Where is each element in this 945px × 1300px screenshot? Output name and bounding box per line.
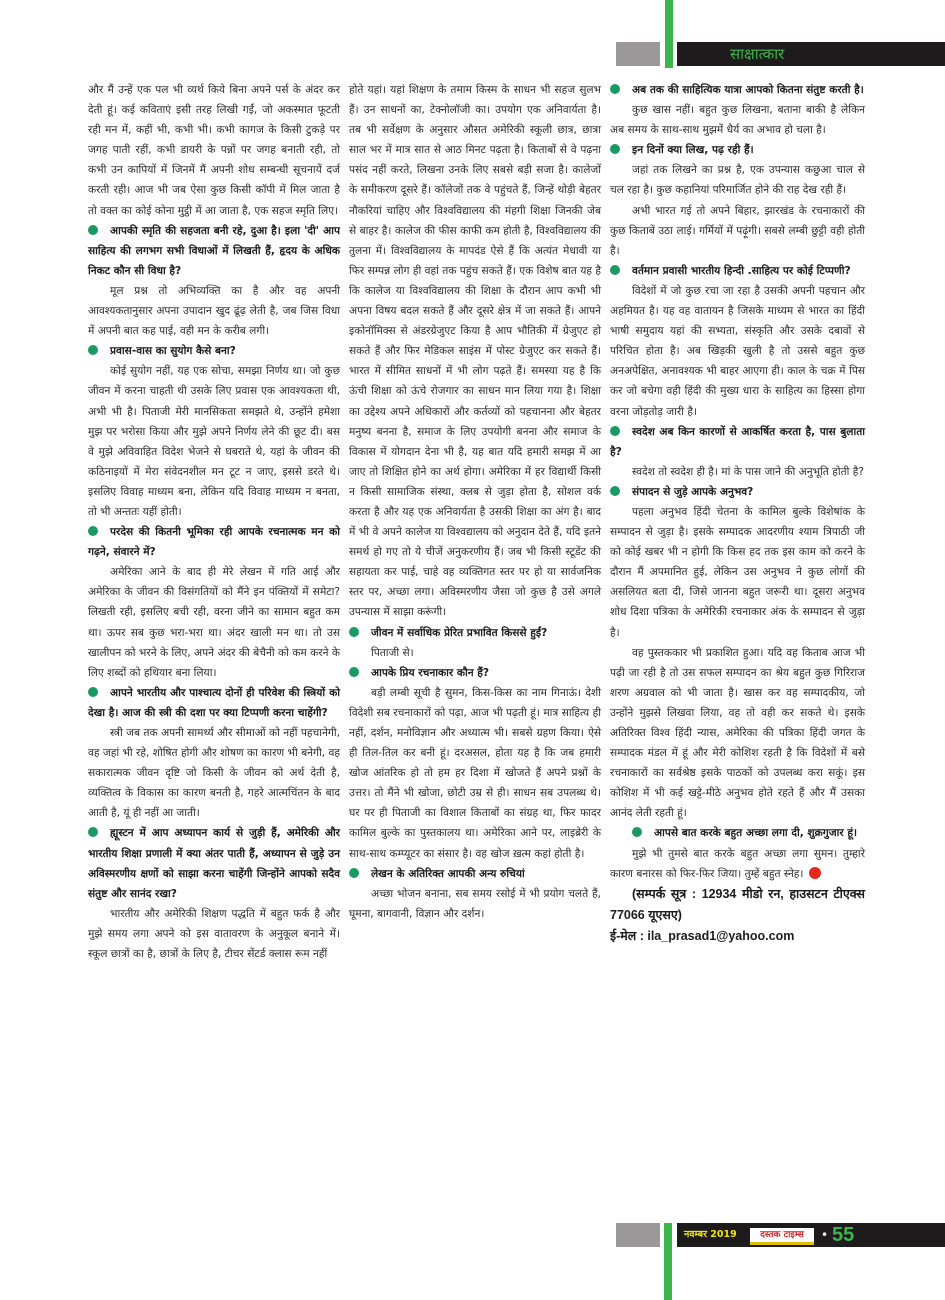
answer-paragraph <box>349 643 601 663</box>
bullet-icon <box>349 667 359 677</box>
paragraph-text: विदेशों में जो कुछ रचा जा रहा है उसकी अपनी पहचान और अहमियत है। यह वह वातायन है जिसके माध्यम से भारत का हिंदी भाषी समुदाय यहां की सभ्यता, संस्कृति और उसके दबावों से परिचित होता है। अब खिड़की खुली है तो उससे बहुत कुछ अनअपेक्षित, अनावश्यक भी बाहर आएगा ही। काल के चक्र में पिस कर जो बचेगा वही हिंदी की मुख्य धारा के साहित्य का हिस्सा होगा वरना जोड़तोड़ जारी है। <box>610 284 865 418</box>
answer-paragraph <box>610 100 865 140</box>
interview-question <box>88 341 340 361</box>
bullet-icon <box>610 265 620 275</box>
header-grey-block <box>616 42 660 66</box>
paragraph-text: अभी भारत गई तो अपने बिहार, झारखंड के रचनाकारों की कुछ किताबें उठा लाई। गर्मियों में पढ़ूंगी। सबसे लम्बी छुट्टी वही होती है। <box>610 204 865 257</box>
answer-paragraph <box>88 723 340 823</box>
bullet-icon <box>610 144 620 154</box>
interview-question <box>610 823 865 843</box>
header-black-bar <box>677 42 945 66</box>
interview-question <box>610 261 865 281</box>
paragraph-text: वह पुस्तककार भी प्रकाशित हुआ। यदि वह किताब आज भी पढ़ी जा रही है तो उस सफल सम्पादन का श्रेय बहुत कुछ गिरिराज शरण अग्रवाल को भी जाता है। खास कर वह सम्पादकीय, जो उन्होंने मुझसे लिखवा लिया, वह तो वही कर सकते थे। इसके अतिरिक्त विश्व हिंदी न्यास, अमेरिका की पत्रिका हिंदी जगत के सम्पादक मंडल में हूं और मेरी कोशिश रहती है कि विदेशों में बसे रचनाकारों का सर्वश्रेष्ठ इसके पाठकों को उपलब्ध करा सकूं। इस कोशिश में भी कई खट्टे-मीठे अनुभव होते रहते हैं और मैं उसका आनंद लेती रहती हूं। <box>610 646 865 820</box>
question-text: परदेस की कितनी भूमिका रही आपके रचनात्मक मन को गढ़ने, संवारने में? <box>88 526 340 559</box>
answer-paragraph <box>349 884 601 924</box>
question-text: वर्तमान प्रवासी भारतीय हिन्दी .साहित्य पर कोई टिप्पणी? <box>632 264 851 277</box>
bullet-icon <box>88 345 98 355</box>
contact-info: ई-मेल : ila_prasad1@yahoo.com <box>610 928 795 943</box>
header-green-stripe <box>665 0 673 68</box>
question-text: जीवन में सर्वाधिक प्रेरित प्रभावित किससे हुईं? <box>371 626 548 639</box>
paragraph-text: स्त्री जब तक अपनी सामर्थ्य और सीमाओं को नहीं पहचानेगी, वह जहां भी रहे, शोषित होगी और शोषण का कारण भी बनेगी, वह सकारात्मक जीवन दृष्टि जो किसी के जीवन को अर्थ देती है, व्यक्तित्व के विकास का कारण बनती है, गहरे आत्मचिंतन के बाद आती है, यूं ही नहीं आ जाती। <box>88 727 340 820</box>
paragraph-text: कोई सुयोग नहीं, यह एक सोचा, समझा निर्णय था। जो कुछ जीवन में करना चाहती थी उसके लिए प्रवास एक आवश्यकता थी, अभी भी है। पिताजी मेरी मानसिकता समझते थे, उन्होंने हमेशा मुझ पर भरोसा किया और मुझे अपने निर्णय लेने की छूट दी। बस वे मुझे अविवाहित विदेश भेजने से घबराते थे, यहां के जीवन की कठिनाइयों में मेरा संवेदनशील मन टूट न जाए, इससे डरते थे। इसलिए विवाह माध्यम बना, लेकिन यदि विवाह माध्यम न बनता, तो भी अन्ततः यहीं होती। <box>88 365 340 518</box>
answer-paragraph <box>88 281 340 341</box>
paragraph-text: मुझे भी तुमसे बात करके बहुत अच्छा लगा सुमन। तुम्हारे कारण बनारस को फिर-फिर जिया। तुम्हें बहुत स्नेह। <box>610 847 865 880</box>
bullet-icon <box>88 827 98 837</box>
question-text: आपसे बात करके बहुत अच्छा लगा दी, शुक्रगुजार हूं। <box>654 827 857 840</box>
interview-question <box>610 482 865 502</box>
paragraph-text: और मैं उन्हें एक पल भी व्यर्थ किये बिना अपने पर्स के अंदर कर देती हूं। कई कविताएं इसी तरह लिखी गईं, जो अकस्मात फूटती रही मन में, कहीं भी, कभी भी। कभी कागज के किसी टुकड़े पर जगह पाती रहीं, कभी डायरी के पन्नों पर जगह बनाती रही, तो कभी उन कापियों में जिनमें मैं अपनी शोध सम्बन्धी सूचनायें दर्ज करती रही। आज भी जब ऐसा कुछ किसी कॉपी में मिल जाता है तो वक्त का कोई कोना मुट्ठी में आ जाता है, एक सहज स्मृति लिए। <box>88 84 340 217</box>
question-text: प्रवास-वास का सुयोग कैसे बना? <box>110 345 236 358</box>
issue-date: नवम्बर 2019 <box>684 1229 737 1240</box>
question-text: स्वदेश अब किन कारणों से आकर्षित करता है, पास बुलाता है? <box>610 425 865 458</box>
answer-paragraph <box>88 904 340 964</box>
bullet-icon <box>632 827 642 837</box>
paragraph-text: स्वदेश तो स्वदेश ही है। मां के पास जाने की अनुभूति होती है? <box>632 465 864 478</box>
answer-paragraph <box>610 643 865 824</box>
interview-question <box>88 221 340 281</box>
answer-paragraph <box>349 80 601 623</box>
section-title: साक्षात्कार <box>730 45 785 63</box>
footer-green-stripe <box>664 1223 672 1300</box>
answer-paragraph <box>610 160 865 200</box>
paragraph-text: जहां तक लिखने का प्रश्न है, एक उपन्यास कछुआ चाल से चल रहा है। कुछ कहानियां परिमार्जित होने की राह देख रही हैं। <box>610 164 865 197</box>
interview-question <box>88 522 340 562</box>
answer-paragraph <box>610 502 865 643</box>
interview-question <box>610 80 865 100</box>
contact-info: (सम्पर्क सूत्र : 12934 मीडो रन, हाउसटन टीएक्स 77066 यूएसए) <box>610 886 865 922</box>
interview-question <box>349 623 601 643</box>
interview-question <box>349 864 601 884</box>
interview-question <box>88 683 340 723</box>
paragraph-text: होते यहां। यहां शिक्षण के तमाम किस्म के साधन भी सहज सुलभ हैं। उन साधनों का, टेक्नोलॉजी का। उपयोग एक अनिवार्यता है। तब भी सर्वेक्षण के अनुसार औसत अमेरिकी स्कूली छात्र, छात्रा साल भर में मात्र सात से आठ मिनट पढ़ता है। किताबों से वे पढ़ना पसंद नहीं करते, लिखना उनके लिए सबसे बड़ी सजा है। कालेजों के समीकरण दूसरे हैं। कॉलेजों तक वे पहुंचते हैं, जिन्हें थोड़ी बेहतर नौकरियां चाहिए और विश्वविद्यालय की मंहगी शिक्षा जिनकी जेब से बाहर है। कालेज की फीस काफी कम होती है, विश्वविद्यालय की तुलना में। विश्वविद्यालय के मापदंड ऐसे हैं कि अत्यंत मेधावी या फिर सम्पन्न लोग ही वहां तक पहुंच सकते हैं। एक विशेष बात यह है कि कालेज या विश्वविद्यालय की शिक्षा के दौरान आप कभी भी अपना विषय बदल सकते हैं और दूसरे क्षेत्र में जा सकते हैं। आपने इकोनॉमिक्स से अंडरग्रेजुएट किया है आप भौतिकी में ग्रेजुएट हो सकते हैं और फिर मेडिकल साइंस में पोस्ट ग्रेजुएट कर सकते हैं। भारत में सीमित साधनों में भी लोग पढ़ते हैं। समस्या यह है कि ऊंची शिक्षा को ऊंचे रोजगार का साधन मान लिया गया है। शिक्षा का उद्देश्य अपने अधिकारों और कर्तव्यों को पहचानना और बेहतर मनुष्य बनना है, समाज के लिए उपयोगी बनना और समाज के विकास में योगदान देना भी है, यह बात यदि हमारी समझ में आ जाए तो शिक्षित होने का अर्थ होगा। अमेरिका में हर विद्यार्थी किसी न किसी सामाजिक संस्था, क्लब से जुड़ा होता है, सोशल वर्क करता है और यह एक अनिवार्यता है उसकी शिक्षा का अंग है। बाद में भी वे अपने कालेज या विश्वद्यालय को अनुदान देते हैं, यदि इतने समर्थ हो गए तो ये चीजें अनुकरणीय हैं। जब भी किसी स्टूडेंट की सहायता कर पाई, चाहे वह व्यक्तिगत स्तर पर हो या सार्वजनिक स्तर पर, अच्छा लगा। अविस्मरणीय जैसा जो कुछ है उसे अगले उपन्यास में साझा करूंगी। <box>349 84 601 619</box>
paragraph-text: पिताजी से। <box>371 646 414 659</box>
paragraph-text: अच्छा भोजन बनाना, सब समय रसोई में भी प्रयोग चलते हैं, घूमना, बागवानी, विज्ञान और दर्शन। <box>349 887 601 920</box>
article-column-1 <box>88 80 340 964</box>
paragraph-text: भारतीय और अमेरिकी शिक्षण पद्धति में बहुत फर्क है और मुझे समय लगा अपने को इस वातावरण के अनुकूल बनाने में। स्कूल छात्रों का है, छात्रों के लिए है, टीचर सेंटर्ड क्लास रूम नहीं <box>88 907 340 961</box>
magazine-logo: दस्तक टाइम्स <box>750 1228 814 1245</box>
bullet-icon <box>610 84 620 94</box>
answer-paragraph <box>349 683 601 864</box>
question-text: अब तक की साहित्यिक यात्रा आपको कितना संतुष्ट करती है। <box>632 84 864 96</box>
answer-paragraph <box>610 201 865 261</box>
interview-question <box>610 140 865 160</box>
question-text: ह्यूस्टन में आप अध्यापन कार्य से जुड़ी हैं, अमेरिकी और भारतीय शिक्षा प्रणाली में क्या अंतर पाती हैं, अध्यापन से जुड़े उन अविस्मरणीय क्षणों को साझा करना चाहेंगी जिन्होंने आपको सदैव संतुष्ट और सानंद रखा? <box>88 827 340 900</box>
question-text: आपने भारतीय और पाश्चात्य दोनों ही परिवेश की स्त्रियों को देखा है। आज की स्त्री की दशा पर क्या टिप्पणी करना चाहेंगी? <box>88 686 340 719</box>
interview-question <box>88 823 340 903</box>
question-text: लेखन के अतिरिक्त आपकी अन्य रुचियां <box>371 867 525 880</box>
question-text: संपादन से जुड़े आपके अनुभव? <box>632 485 754 498</box>
answer-paragraph <box>88 361 340 522</box>
question-text: इन दिनों क्या लिख, पढ़ रही हैं। <box>632 144 754 157</box>
answer-paragraph <box>610 462 865 482</box>
bullet-icon <box>349 627 359 637</box>
bullet-icon <box>349 868 359 878</box>
question-text: आपके प्रिय रचनाकार कौन हैं? <box>371 666 490 679</box>
bullet-icon <box>610 426 620 436</box>
article-end-icon <box>809 867 821 879</box>
answer-paragraph <box>610 844 865 884</box>
answer-paragraph <box>88 562 340 683</box>
interview-question <box>610 422 865 462</box>
paragraph-text: कुछ खास नहीं। बहुत कुछ लिखना, बताना बाकी है लेकिन अब समय के साथ-साथ मुझमें धैर्य का अभाव हो चला है। <box>610 104 865 137</box>
paragraph-text: मूल प्रश्न तो अभिव्यक्ति का है और वह अपनी आवश्यकतानुसार अपना उपादान खुद ढूंढ़ लेती है, जब जिस विधा में अपनी बात कह पाई, वही मन के करीब लगी। <box>88 284 340 338</box>
bullet-icon <box>88 225 98 235</box>
bullet-icon <box>88 687 98 697</box>
answer-paragraph <box>610 281 865 422</box>
footer-separator: • <box>821 1228 829 1242</box>
answer-paragraph <box>88 80 340 221</box>
article-column-3 <box>610 80 865 947</box>
page-number: 55 <box>832 1224 855 1246</box>
bullet-icon <box>88 526 98 536</box>
interview-question <box>349 663 601 683</box>
paragraph-text: पहला अनुभव हिंदी चेतना के कामिल बुल्के विशेषांक के सम्पादन से जुड़ा है। इसके सम्पादक आदरणीय श्याम त्रिपाठी जी को कोई खबर भी न होगी कि किस हद तक इस काम को करने के दौरान मैं अपमानित हुई, लेकिन उस अनुभव ने कुछ लोगों की असलियत बता दी, जिसे जानना बहुत जरूरी था। दूसरा अनुभव शोध दिशा पत्रिका के अमेरिकी रचनाकार अंक के सम्पादन से जुड़ा है। <box>610 505 865 639</box>
paragraph-text: अमेरिका आने के बाद ही मेरे लेखन में गति आई और अमेरिका के जीवन की विसंगतियों को मैंने इन पंक्तियों में समेटा? लिखती रही, इसलिए बची रही, वरना जीने का सामान बहुत कम था। ऊपर सब कुछ भरा-भरा था। अंदर खाली मन था। तो उस खालीपन को भरने के लिए, अपने अंदर की बेचैनी को कम करने के लिए शब्दों को हथियार बना लिया। <box>88 566 340 679</box>
bullet-icon <box>610 486 620 496</box>
footer-grey-block <box>616 1223 660 1247</box>
article-column-2 <box>349 80 601 924</box>
paragraph-text: बड़ी लम्बी सूची है सुमन, किस-किस का नाम गिनाऊं। देशी विदेशी सब रचनाकारों को पढ़ा, आज भी पढ़ती हूं। मात्र साहित्य ही नहीं, दर्शन, मनोविज्ञान और अध्यात्म भी। सबसे ग्रहण किया। ऐसे ही तिल-तिल कर बनी हूं। दरअसल, होता यह है कि जब हमारी खोज आंतरिक हो तो हम हर दिशा में खोजते हैं अपने प्रश्नों के उत्तर। तो मैंने भी खोजा, छोटी उम्र से ही। साधन सब उपलब्ध थे। घर पर ही पिताजी का विशाल किताबों का संग्रह था, फिर फादर कामिल बुल्के का पुस्तकालय था। अमेरिका आने पर, लाइब्रेरी के साथ-साथ कम्प्यूटर का संसार है। वह खोज ख़त्म कहां होती है। <box>349 686 601 860</box>
question-text: आपकी स्मृति की सहजता बनी रहे, दुआ है। इला 'दी' आप साहित्य की लगभग सभी विधाओं में लिखती हैं, हृदय के अधिक निकट कौन सी विधा है? <box>88 224 340 277</box>
